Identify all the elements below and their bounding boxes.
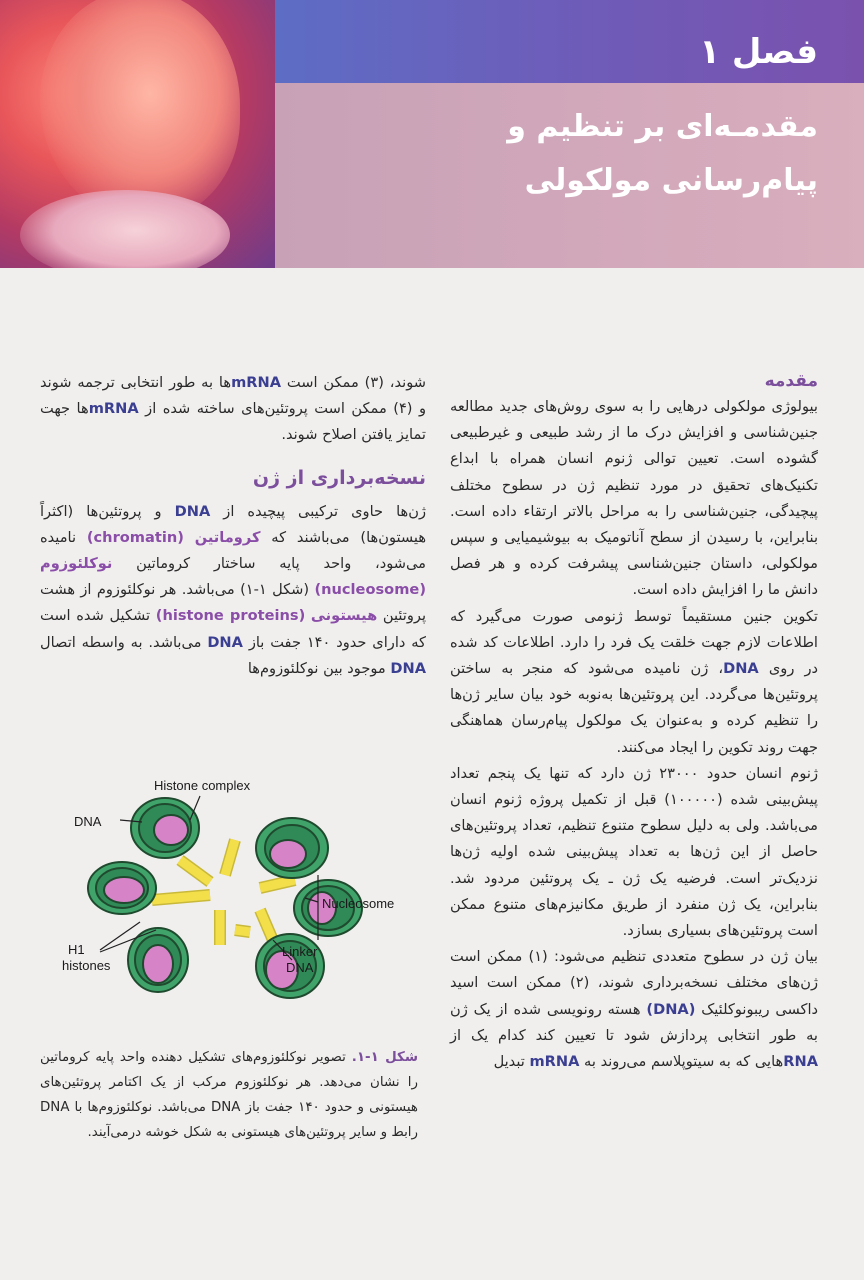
text-run: تشکیل شده است که دارای حدود ۱۴۰ جفت باز (40, 607, 427, 651)
text-run: می‌باشد. به واسطه اتصال (40, 633, 202, 651)
text-run: هایی که به سیتوپلاسم می‌روند به (584, 1053, 784, 1071)
label-histone-complex: Histone complex (154, 778, 251, 793)
text-run: بیان ژن در سطوح متعددی تنظیم می‌شود: (۱) ممکن است ژن‌های مختلف نسخه‌برداری شوند، (۲) ممکن است اسید داکسی ریبونوکلئیک (450, 948, 819, 1018)
text-run: ها به طور انتخابی ترجمه شوند و (۴) ممکن است پروتئین‌های ساخته شده از (40, 374, 427, 418)
keyword-chromatin: کروماتین (194, 528, 261, 546)
nucleosome (88, 862, 156, 914)
label-nucleosome: Nucleosome (322, 896, 395, 911)
text-run: ها جهت تمایز یافتن اصلاح شوند. (40, 400, 426, 444)
nucleosome (256, 818, 328, 878)
linker-dna-segment (180, 860, 210, 882)
text-run: نامیده می‌شود، واحد پایه ساختار کروماتین (40, 528, 427, 573)
intro-paragraph-2 (450, 604, 818, 761)
keyword-nucleosome-en: (nucleosome) (314, 581, 426, 599)
text-run: تبدیل (493, 1053, 525, 1071)
text-run: موجود بین نوکلئوزوم‌ها (247, 659, 386, 677)
histone-octamer (270, 840, 306, 868)
text-run: و پروتئین‌ها (اکثراً هیستون‌ها) می‌باشند که (40, 502, 427, 546)
text-run: شوند، (۳) ممکن است (286, 374, 426, 391)
keyword-dna: DNA (207, 633, 243, 651)
keyword-nucleosome: نوکلئوزوم (40, 555, 113, 573)
linker-dna-segment (235, 930, 250, 932)
keyword-dna: DNA (174, 502, 211, 520)
chapter-number: فصل ۱ (699, 32, 818, 72)
keyword-dna: (DNA) (646, 1000, 696, 1018)
text-run: تکوین جنین مستقیماً توسط ژنومی صورت می‌گیرد که اطلاعات لازم جهت خلقت یک فرد را دارد. اطلاعات کد شده در روی (450, 607, 819, 678)
text-run: هسته رونویسی شده از یک ژن به طور انتخابی پردازش شود تا تعیین کند کدام یک از (450, 1000, 818, 1044)
keyword-chromatin-en: (chromatin) (86, 528, 184, 546)
keyword-rna: RNA (783, 1053, 818, 1071)
linker-dna-segment (152, 895, 210, 900)
keyword-mrna: mRNA (88, 400, 139, 418)
text-run: (شکل ۱-۱) می‌باشد. هر نوکلئوزوم از هشت پروتئین (40, 581, 427, 625)
intro-paragraph-1: بیولوژی مولکولی درهایی را به سوی روش‌های جدید مطالعه جنین‌شناسی و افزایش درک ما از رشد طبیعی و غیرطبیعی گشوده است. تعیین توالی ژنوم انسان همراه با ابداع تکنیک‌های تحقیق در مورد تنظیم ژن در سطوح مختلف پیچیدگی، جنین‌شناسی را به مراحل بالاتر ارتقاء داده است. بنابراین، با رسیدن از سطح آناتومیک به بیوشیمیایی و سپس مولکولی، داستان جنین‌شناسی پیشرفت کرده و هر فصل دانش ما را افزایش داده است. (450, 398, 818, 599)
histone-octamer (143, 945, 173, 983)
keyword-dna: DNA (390, 659, 426, 677)
keyword-histone: هیستونی (310, 607, 378, 625)
histone-octamer (154, 815, 188, 845)
nucleosome-figure (60, 770, 420, 1020)
intro-paragraph-3: ژنوم انسان حدود ۲۳۰۰۰ ژن دارد که تنها یک پنجم تعداد پیش‌بینی شده (۱۰۰۰۰۰) قبل از تکمیل پروژه ژنوم انسان می‌باشد. ولی به دلیل سطوح متنوع تنظیم، تعداد پروتئین‌های حاصل از این ژن‌ها به تعداد پیش‌بینی شده اولیه ژن‌ها نزدیک‌تر است. فرضیه یک ژن ـ یک پروتئین مردود شد. بنابراین، یک ژن منفرد از طریق مکانیزم‌های متنوع ممکن است پروتئین‌های بسیاری بسازد. (450, 764, 818, 940)
caption-text: تصویر نوکلئوزوم‌های تشکیل دهنده واحد پایه کروماتین را نشان می‌دهد. هر نوکلئوزوم مرکب از یک اکتامر پروتئین‌های هیستونی و حدود ۱۴۰ جفت باز DNA می‌باشد. نوکلئوزوم‌ها با DNA رابط و سایر پروتئین‌های هیستونی به شکل خوشه درمی‌آیند. (40, 1050, 418, 1140)
linker-dna-segment (225, 840, 235, 875)
text-run: ژن‌ها حاوی ترکیبی پیچیده از (223, 502, 426, 520)
histone-octamer (104, 877, 144, 903)
section-heading-introduction: مقدمه (764, 371, 818, 391)
left-column (40, 370, 426, 682)
keyword-mrna: mRNA (231, 374, 282, 391)
text-run: ، ژن نامیده می‌شود که منجر به ساختن پروتئین‌ها می‌گردد. این پروتئین‌ها به‌نوبه خود بیان سایر ژن‌ها را تنظیم کرده و به‌عنوان یک مولکول پیام‌رسان هماهنگی جهت روند تکوین را ایجاد می‌کنند. (450, 660, 818, 756)
keyword-dna: DNA (723, 660, 759, 678)
intro-paragraph-4 (450, 944, 818, 1075)
label-dna: DNA (74, 814, 102, 829)
embryo-face (40, 0, 240, 220)
label-h1: H1 (68, 942, 85, 957)
section-heading-transcription: نسخه‌برداری از ژن (252, 466, 426, 489)
keyword-histone-en: (histone proteins) (155, 607, 306, 625)
label-histones: histones (62, 958, 111, 973)
caption-label: شکل ۱-۱. (351, 1050, 418, 1065)
label-linker-dna: DNA (286, 960, 314, 975)
keyword-mrna: mRNA (529, 1053, 580, 1071)
chapter-title: مقدمـه‌ای بر تنظیم و پیام‌رسانی مولکولی (507, 109, 818, 198)
nucleosome (131, 798, 199, 858)
continued-paragraph (40, 370, 426, 449)
chapter-header (0, 0, 864, 268)
figure-caption (40, 1045, 418, 1145)
label-linker: Linker (282, 944, 318, 959)
nucleosome-diagram (60, 770, 420, 1020)
embryo-photo (0, 0, 275, 268)
right-column (450, 368, 818, 1075)
transcription-paragraph (40, 499, 426, 682)
